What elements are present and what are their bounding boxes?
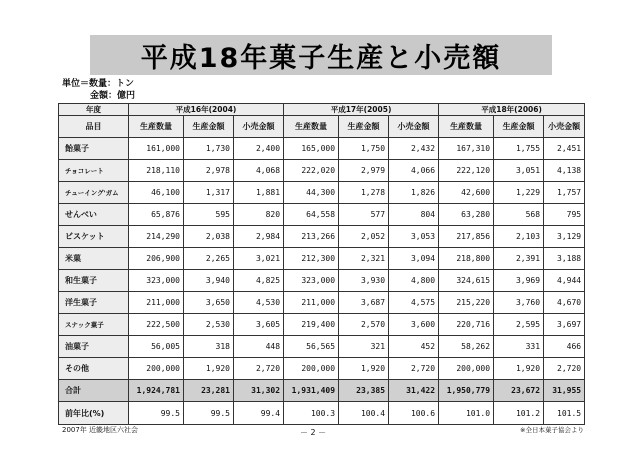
ratio-row — [59, 402, 585, 425]
table-cell: 218,800 — [439, 248, 494, 270]
table-cell: 4,530 — [234, 292, 284, 314]
table-cell: 101.5 — [544, 402, 585, 425]
table-cell: 452 — [389, 336, 439, 358]
table-cell: 1,750 — [339, 138, 389, 160]
table-cell: 4,825 — [234, 270, 284, 292]
table-cell: 31,302 — [234, 380, 284, 402]
col-production-qty: 生産数量 — [129, 116, 184, 138]
table-cell: 1,757 — [544, 182, 585, 204]
table-cell: 23,385 — [339, 380, 389, 402]
col-production-qty: 生産数量 — [284, 116, 339, 138]
row-label: チューイング'ガム — [59, 182, 129, 204]
table-row — [59, 204, 585, 226]
table-cell: 2,400 — [234, 138, 284, 160]
table-cell: 2,432 — [389, 138, 439, 160]
title-band — [90, 35, 552, 75]
table-row — [59, 358, 585, 380]
table-cell: 1,920 — [339, 358, 389, 380]
row-label: せんべい — [59, 204, 129, 226]
table-cell: 2,979 — [339, 160, 389, 182]
table-cell: 165,000 — [284, 138, 339, 160]
row-label: 飴菓子 — [59, 138, 129, 160]
table-cell: 4,066 — [389, 160, 439, 182]
table-cell: 324,615 — [439, 270, 494, 292]
table-cell: 804 — [389, 204, 439, 226]
table-cell: 222,500 — [129, 314, 184, 336]
table-cell: 448 — [234, 336, 284, 358]
table-cell: 4,575 — [389, 292, 439, 314]
table-cell: 200,000 — [439, 358, 494, 380]
table-cell: 200,000 — [284, 358, 339, 380]
table-cell: 2,720 — [234, 358, 284, 380]
col-retail-amount: 小売金額 — [544, 116, 585, 138]
table-cell: 1,826 — [389, 182, 439, 204]
table-cell: 3,650 — [184, 292, 234, 314]
table-cell: 3,600 — [389, 314, 439, 336]
table-cell: 2,451 — [544, 138, 585, 160]
table-cell: 2,265 — [184, 248, 234, 270]
table-cell: 1,755 — [494, 138, 544, 160]
table-cell: 1,881 — [234, 182, 284, 204]
table-cell: 3,021 — [234, 248, 284, 270]
table-cell: 1,931,409 — [284, 380, 339, 402]
table-cell: 4,068 — [234, 160, 284, 182]
table-cell: 56,005 — [129, 336, 184, 358]
table-cell: 31,955 — [544, 380, 585, 402]
table-cell: 1,920 — [184, 358, 234, 380]
row-label: ビスケット — [59, 226, 129, 248]
row-label: 合計 — [59, 380, 129, 402]
table-cell: 1,920 — [494, 358, 544, 380]
table-row — [59, 336, 585, 358]
units-note — [62, 78, 135, 102]
col-production-qty: 生産数量 — [439, 116, 494, 138]
table-cell: 1,950,779 — [439, 380, 494, 402]
table-cell: 99.5 — [184, 402, 234, 425]
table-cell: 3,687 — [339, 292, 389, 314]
table-cell: 466 — [544, 336, 585, 358]
table-cell: 2,391 — [494, 248, 544, 270]
table-cell: 577 — [339, 204, 389, 226]
table-cell: 212,300 — [284, 248, 339, 270]
table-cell: 211,000 — [284, 292, 339, 314]
table-cell: 219,400 — [284, 314, 339, 336]
row-label: 和生菓子 — [59, 270, 129, 292]
table-cell: 42,600 — [439, 182, 494, 204]
col-production-amount: 生産金額 — [339, 116, 389, 138]
table-cell: 63,280 — [439, 204, 494, 226]
table-cell: 101.0 — [439, 402, 494, 425]
table-cell: 1,229 — [494, 182, 544, 204]
table-cell: 595 — [184, 204, 234, 226]
row-label: 油菓子 — [59, 336, 129, 358]
table-cell: 2,103 — [494, 226, 544, 248]
table-body — [59, 138, 585, 425]
table-cell: 1,924,781 — [129, 380, 184, 402]
table-cell: 1,278 — [339, 182, 389, 204]
col-production-amount: 生産金額 — [494, 116, 544, 138]
footer-source: ※全日本菓子協会より — [520, 426, 584, 434]
table-cell: 4,944 — [544, 270, 585, 292]
year-label: 年度 — [59, 104, 129, 116]
table-cell: 2,321 — [339, 248, 389, 270]
table-cell: 2,052 — [339, 226, 389, 248]
table-cell: 222,020 — [284, 160, 339, 182]
confectionery-table — [58, 103, 585, 425]
table-cell: 56,565 — [284, 336, 339, 358]
table-cell: 318 — [184, 336, 234, 358]
table-cell: 3,969 — [494, 270, 544, 292]
table-cell: 331 — [494, 336, 544, 358]
col-production-amount: 生産金額 — [184, 116, 234, 138]
table-cell: 100.6 — [389, 402, 439, 425]
table-cell: 161,000 — [129, 138, 184, 160]
page-title: 平成18年菓子生産と小売額 — [140, 42, 502, 74]
table-row — [59, 226, 585, 248]
col-retail-amount: 小売金額 — [389, 116, 439, 138]
table-cell: 222,120 — [439, 160, 494, 182]
table-row — [59, 160, 585, 182]
row-label: スナック菓子 — [59, 314, 129, 336]
table-cell: 2,570 — [339, 314, 389, 336]
footer-organization: 2007年 近畿地区六社会 — [62, 426, 139, 434]
table-cell: 2,720 — [389, 358, 439, 380]
page-number: － 2 － — [300, 428, 327, 437]
table-row — [59, 314, 585, 336]
table-cell: 1,317 — [184, 182, 234, 204]
year-2006: 平成18年(2006) — [439, 104, 585, 116]
table-cell: 321 — [339, 336, 389, 358]
col-retail-amount: 小売金額 — [234, 116, 284, 138]
table-cell: 214,290 — [129, 226, 184, 248]
table-cell: 211,000 — [129, 292, 184, 314]
table-cell: 31,422 — [389, 380, 439, 402]
table-cell: 99.4 — [234, 402, 284, 425]
table-cell: 23,672 — [494, 380, 544, 402]
table-cell: 167,310 — [439, 138, 494, 160]
year-2004: 平成16年(2004) — [129, 104, 284, 116]
table-cell: 568 — [494, 204, 544, 226]
table-cell: 64,558 — [284, 204, 339, 226]
table-row — [59, 292, 585, 314]
table-cell: 3,129 — [544, 226, 585, 248]
table-cell: 3,053 — [389, 226, 439, 248]
table-cell: 200,000 — [129, 358, 184, 380]
table-cell: 323,000 — [129, 270, 184, 292]
table-cell: 4,138 — [544, 160, 585, 182]
row-label: 米菓 — [59, 248, 129, 270]
units-amount: 金額：億円 — [90, 91, 136, 101]
table-cell: 2,978 — [184, 160, 234, 182]
units-quantity: 単位＝数量：トン — [62, 79, 135, 89]
table-cell: 795 — [544, 204, 585, 226]
total-row — [59, 380, 585, 402]
header-row-years — [59, 104, 585, 116]
table-cell: 2,038 — [184, 226, 234, 248]
table-cell: 65,876 — [129, 204, 184, 226]
table-cell: 3,697 — [544, 314, 585, 336]
table-cell: 46,100 — [129, 182, 184, 204]
table-cell: 3,940 — [184, 270, 234, 292]
row-label: その他 — [59, 358, 129, 380]
table-cell: 213,266 — [284, 226, 339, 248]
table-cell: 820 — [234, 204, 284, 226]
table-cell: 23,281 — [184, 380, 234, 402]
table-cell: 100.4 — [339, 402, 389, 425]
table-cell: 215,220 — [439, 292, 494, 314]
table-cell: 206,900 — [129, 248, 184, 270]
table-cell: 3,094 — [389, 248, 439, 270]
table-cell: 3,051 — [494, 160, 544, 182]
table-cell: 4,670 — [544, 292, 585, 314]
table-row — [59, 138, 585, 160]
table-cell: 2,530 — [184, 314, 234, 336]
row-label: 前年比(%) — [59, 402, 129, 425]
table-row — [59, 248, 585, 270]
row-label: チョコレート — [59, 160, 129, 182]
item-label: 品目 — [59, 116, 129, 138]
table-cell: 323,000 — [284, 270, 339, 292]
table-cell: 2,720 — [544, 358, 585, 380]
table-cell: 58,262 — [439, 336, 494, 358]
table-cell: 218,110 — [129, 160, 184, 182]
table-row — [59, 270, 585, 292]
table-cell: 217,856 — [439, 226, 494, 248]
table-cell: 2,595 — [494, 314, 544, 336]
table-row — [59, 182, 585, 204]
year-2005: 平成17年(2005) — [284, 104, 439, 116]
row-label: 洋生菓子 — [59, 292, 129, 314]
table-cell: 220,716 — [439, 314, 494, 336]
table-cell: 3,605 — [234, 314, 284, 336]
table-cell: 3,930 — [339, 270, 389, 292]
header-row-columns — [59, 116, 585, 138]
table-cell: 3,760 — [494, 292, 544, 314]
table-cell: 1,730 — [184, 138, 234, 160]
table-cell: 2,984 — [234, 226, 284, 248]
table-cell: 101.2 — [494, 402, 544, 425]
table-cell: 3,188 — [544, 248, 585, 270]
table-cell: 44,300 — [284, 182, 339, 204]
table-cell: 100.3 — [284, 402, 339, 425]
table-cell: 4,800 — [389, 270, 439, 292]
table-cell: 99.5 — [129, 402, 184, 425]
